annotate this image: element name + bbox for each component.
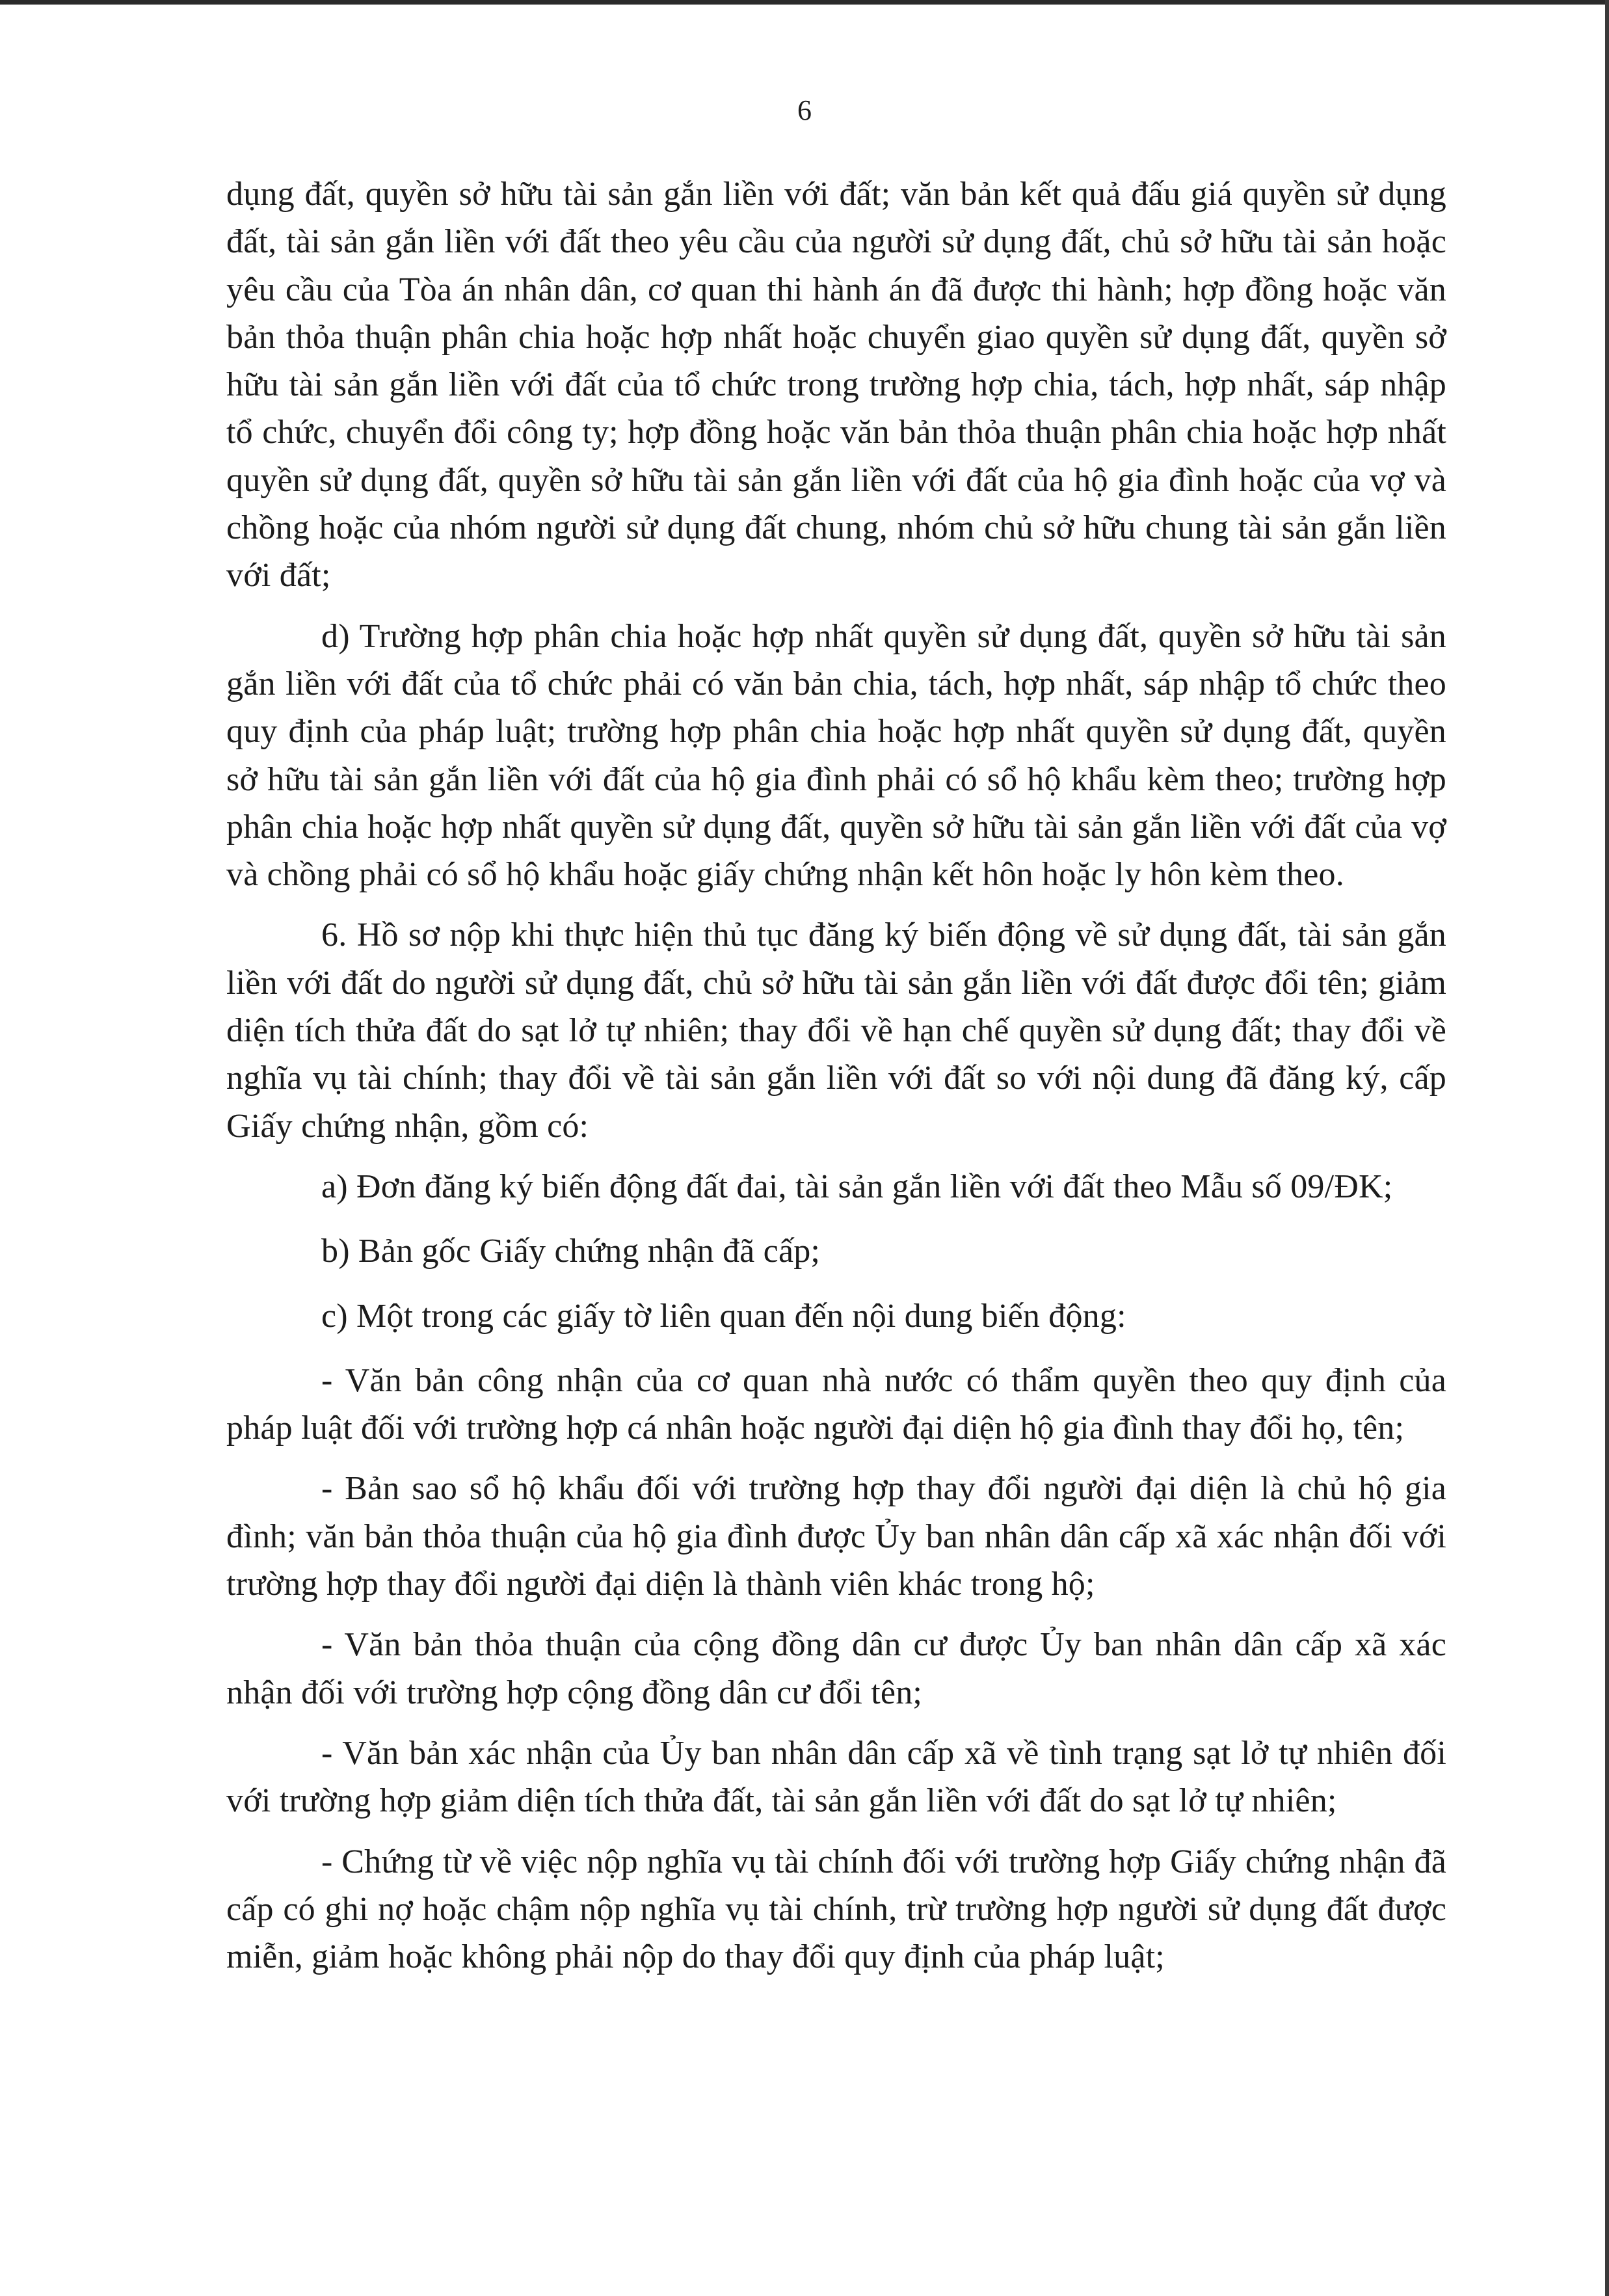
- paragraph-bullet-household-registry: - Bản sao sổ hộ khẩu đối với trường hợp thay đổi người đại diện là chủ hộ gia đình; văn bản thỏa thuận của hộ gia đình được Ủy ban nhân dân cấp xã xác nhận đối với trường hợp thay đổi người đại diện là thành viên khác trong hộ;: [226, 1470, 1446, 1603]
- paragraph-bullet-landslide: - Văn bản xác nhận của Ủy ban nhân dân cấp xã về tình trạng sạt lở tự nhiên đối với trường hợp giảm diện tích thửa đất, tài sản gắn liền với đất do sạt lở tự nhiên;: [226, 1734, 1446, 1820]
- paragraph-item-b: b) Bản gốc Giấy chứng nhận đã cấp;: [321, 1233, 821, 1270]
- page-number: 6: [797, 94, 812, 126]
- paragraph-bullet-community-rename: - Văn bản thỏa thuận của cộng đồng dân cư được Ủy ban nhân dân cấp xã xác nhận đối với trường hợp cộng đồng dân cư đổi tên;: [226, 1626, 1446, 1711]
- paragraph-item-a: a) Đơn đăng ký biến động đất đai, tài sản gắn liền với đất theo Mẫu số 09/ĐK;: [321, 1168, 1393, 1205]
- scan-border-right: [1605, 0, 1609, 2296]
- paragraph-clause-6: 6. Hồ sơ nộp khi thực hiện thủ tục đăng ký biến động về sử dụng đất, tài sản gắn liền với đất do người sử dụng đất, chủ sở hữu tài sản gắn liền với đất được đổi tên; giảm diện tích thửa đất do sạt lở tự nhiên; thay đổi về hạn chế quyền sử dụng đất; thay đổi về nghĩa vụ tài chính; thay đổi về tài sản gắn liền với đất so với nội dung đã đăng ký, cấp Giấy chứng nhận, gồm có:: [226, 916, 1446, 1145]
- paragraph-item-d: d) Trường hợp phân chia hoặc hợp nhất quyền sử dụng đất, quyền sở hữu tài sản gắn liền với đất của tổ chức phải có văn bản chia, tách, hợp nhất, sáp nhập tổ chức theo quy định của pháp luật; trường hợp phân chia hoặc hợp nhất quyền sử dụng đất, quyền sở hữu tài sản gắn liền với đất của hộ gia đình phải có sổ hộ khẩu kèm theo; trường hợp phân chia hoặc hợp nhất quyền sử dụng đất, quyền sở hữu tài sản gắn liền với đất của vợ và chồng phải có sổ hộ khẩu hoặc giấy chứng nhận kết hôn hoặc ly hôn kèm theo.: [226, 617, 1446, 894]
- paragraph-bullet-name-change: - Văn bản công nhận của cơ quan nhà nước có thẩm quyền theo quy định của pháp luật đối với trường hợp cá nhân hoặc người đại diện hộ gia đình thay đổi họ, tên;: [226, 1361, 1446, 1447]
- document-body: [226, 170, 1446, 1994]
- paragraph-item-c: c) Một trong các giấy tờ liên quan đến nội dung biến động:: [321, 1297, 1126, 1335]
- scan-border-top: [0, 0, 1609, 5]
- paragraph-continued-documents-list: dụng đất, quyền sở hữu tài sản gắn liền với đất; văn bản kết quả đấu giá quyền sử dụng đất, tài sản gắn liền với đất theo yêu cầu của người sử dụng đất, chủ sở hữu tài sản hoặc yêu cầu của Tòa án nhân dân, cơ quan thi hành án đã được thi hành; hợp đồng hoặc văn bản thỏa thuận phân chia hoặc hợp nhất hoặc chuyển giao quyền sử dụng đất, quyền sở hữu tài sản gắn liền với đất của tổ chức trong trường hợp chia, tách, hợp nhất, sáp nhập tổ chức, chuyển đổi công ty; hợp đồng hoặc văn bản thỏa thuận phân chia hoặc hợp nhất quyền sử dụng đất, quyền sở hữu tài sản gắn liền với đất của hộ gia đình hoặc của vợ và chồng hoặc của nhóm người sử dụng đất chung, nhóm chủ sở hữu chung tài sản gắn liền với đất;: [226, 176, 1446, 594]
- paragraph-bullet-financial-obligation: - Chứng từ về việc nộp nghĩa vụ tài chính đối với trường hợp Giấy chứng nhận đã cấp có ghi nợ hoặc chậm nộp nghĩa vụ tài chính, trừ trường hợp người sử dụng đất được miễn, giảm hoặc không phải nộp do thay đổi quy định của pháp luật;: [226, 1843, 1446, 1976]
